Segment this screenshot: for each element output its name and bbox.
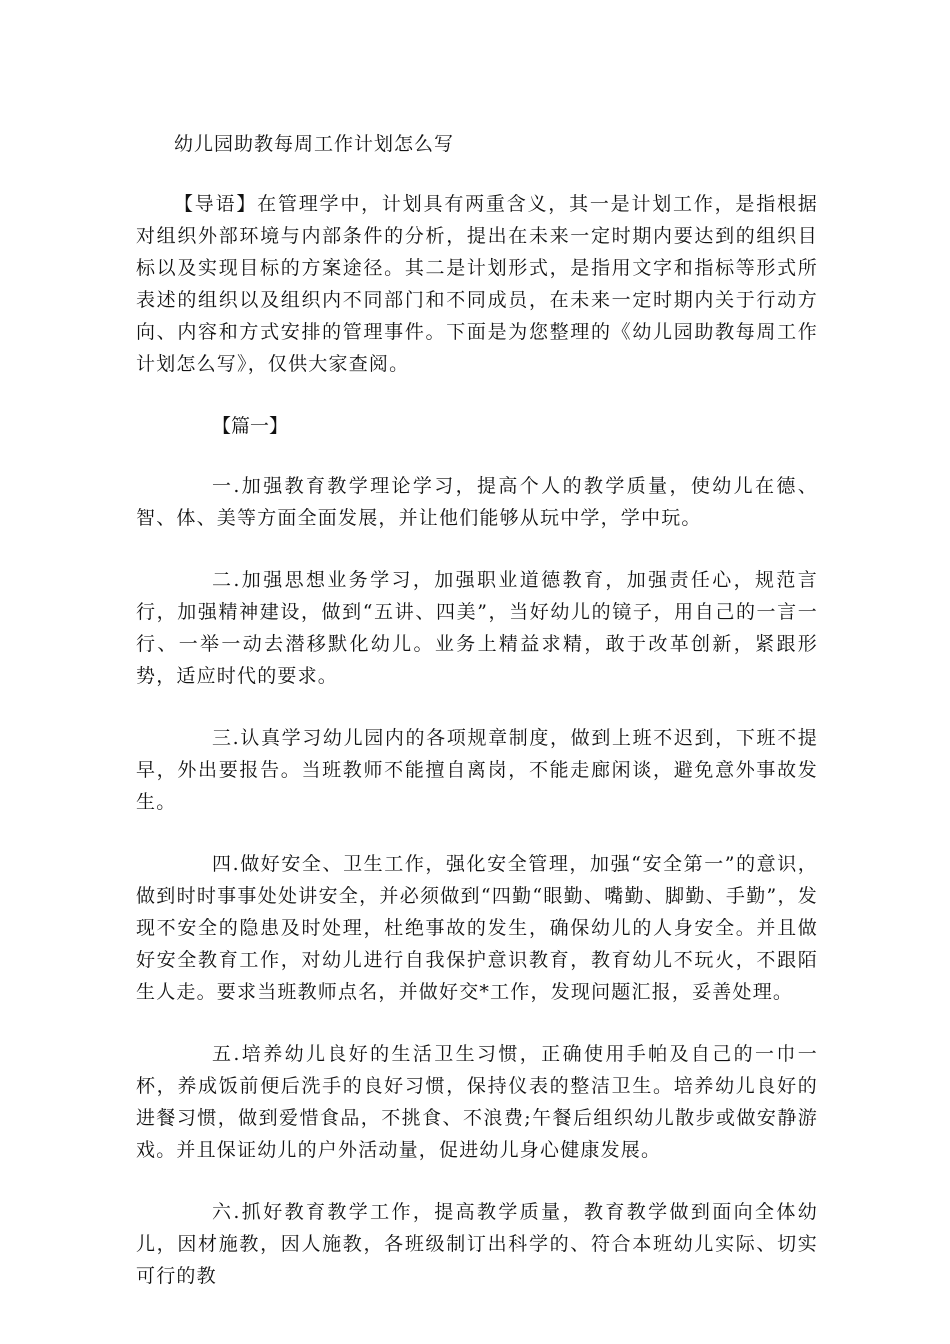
- intro-paragraph: 【导语】在管理学中，计划具有两重含义，其一是计划工作，是指根据对组织外部环境与内部条件的分析，提出在未来一定时期内要达到的组织目标以及实现目标的方案途径。其二是计划形式，是指用文字和指标等形式所表述的组织以及组织内不同部门和不同成员，在未来一定时期内关于行动方向、内容和方式安排的管理事件。下面是为您整理的《幼儿园助教每周工作计划怎么写》，仅供大家查阅。: [136, 193, 818, 375]
- paragraph-3: 三.认真学习幼儿园内的各项规章制度，做到上班不迟到，下班不提早，外出要报告。当班教师不能擅自离岗，不能走廊闲谈，避免意外事故发生。: [136, 727, 818, 813]
- document-title: 幼儿园助教每周工作计划怎么写: [174, 133, 455, 155]
- paragraph-5: 五.培养幼儿良好的生活卫生习惯，正确使用手帕及自己的一巾一杯，养成饭前便后洗手的良好习惯，保持仪表的整洁卫生。培养幼儿良好的进餐习惯，做到爱惜食品，不挑食、不浪费;午餐后组织幼儿散步或做安静游戏。并且保证幼儿的户外活动量，促进幼儿身心健康发展。: [136, 1043, 818, 1161]
- paragraph-1: 一.加强教育教学理论学习，提高个人的教学质量，使幼儿在德、智、体、美等方面全面发展，并让他们能够从玩中学，学中玩。: [136, 475, 818, 529]
- paragraph-2: 二.加强思想业务学习，加强职业道德教育，加强责任心，规范言行，加强精神建设，做到“五讲、四美”，当好幼儿的镜子，用自己的一言一行、一举一动去潜移默化幼儿。业务上精益求精，敢于改革创新，紧跟形势，适应时代的要求。: [136, 569, 818, 687]
- paragraph-4: 四.做好安全、卫生工作，强化安全管理，加强“安全第一”的意识，做到时时事事处处讲安全，并必须做到“四勤“眼勤、嘴勤、脚勤、手勤”，发现不安全的隐患及时处理，杜绝事故的发生，确保幼儿的人身安全。并且做好安全教育工作，对幼儿进行自我保护意识教育，教育幼儿不玩火，不跟陌生人走。要求当班教师点名，并做好交*工作，发现问题汇报，妥善处理。: [136, 853, 818, 1003]
- paragraph-6: 六.抓好教育教学工作，提高教学质量，教育教学做到面向全体幼儿，因材施教，因人施教，各班级制订出科学的、符合本班幼儿实际、切实可行的教: [136, 1201, 818, 1287]
- section-heading: 【篇一】: [212, 415, 289, 437]
- document-page: [136, 128, 818, 1292]
